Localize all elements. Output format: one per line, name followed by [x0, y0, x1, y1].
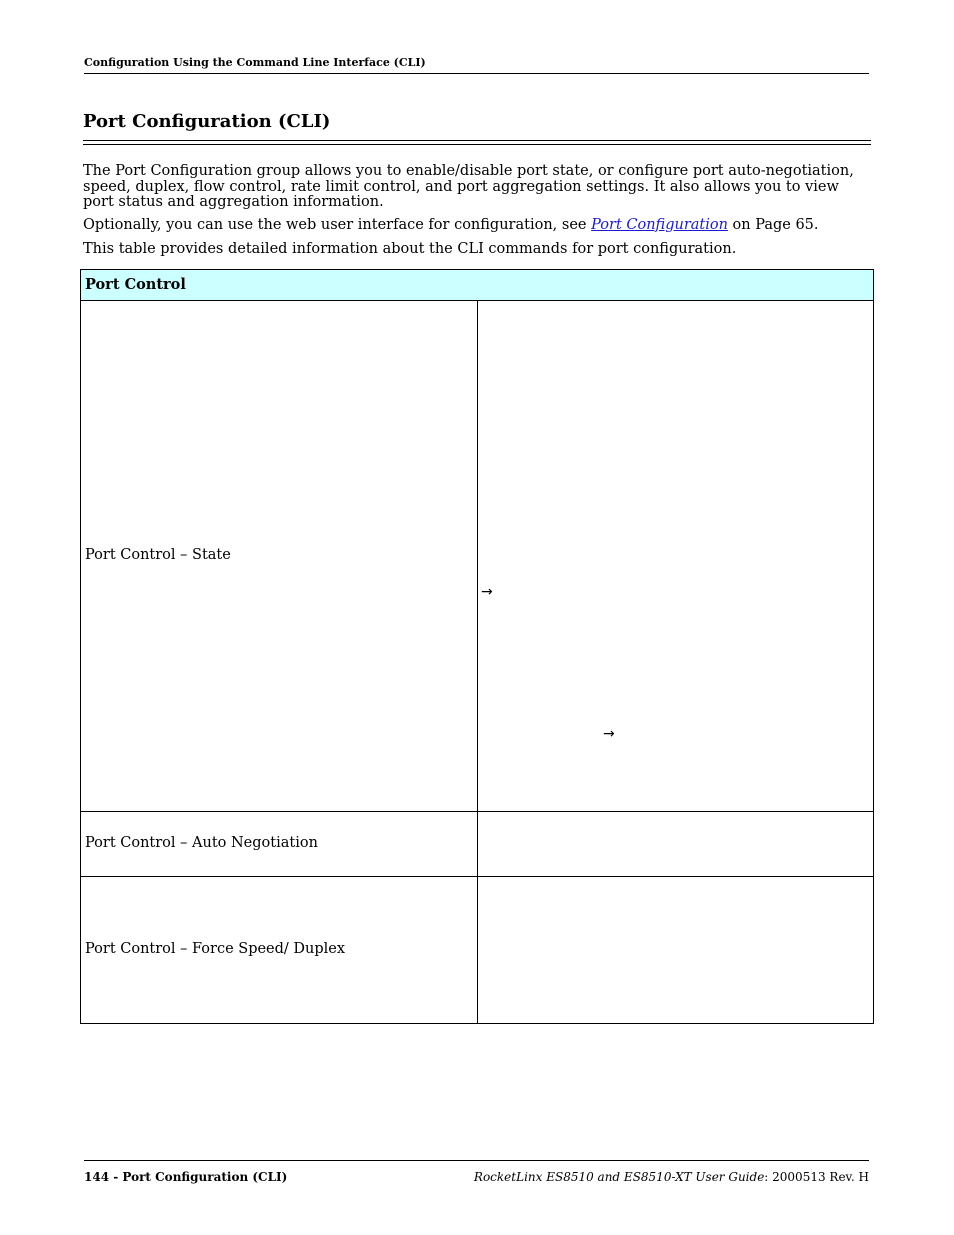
- reference-text-after: on Page 65.: [727, 217, 819, 233]
- row-label-auto-negotiation: Port Control – Auto Negotiation: [81, 812, 478, 877]
- section-title: Port Configuration (CLI): [83, 111, 331, 132]
- row-label-state: Port Control – State: [81, 301, 478, 812]
- web-ui-reference: [83, 218, 863, 234]
- footer-document-info: [474, 1170, 869, 1184]
- table-row: [81, 812, 874, 877]
- footer-revision: : 2000513 Rev. H: [764, 1170, 869, 1184]
- footer-guide-title: RocketLinx ES8510 and ES8510-XT User Guide: [473, 1170, 765, 1184]
- row-content-auto-negotiation: [477, 812, 874, 877]
- footer-rule: [84, 1160, 869, 1161]
- arrow-right-icon: →: [481, 584, 493, 600]
- row-content-force-speed-duplex: [477, 877, 874, 1024]
- row-label-force-speed-duplex: Port Control – Force Speed/ Duplex: [81, 877, 478, 1024]
- arrow-right-icon: →: [603, 726, 615, 742]
- port-configuration-link[interactable]: Port Configuration: [591, 217, 728, 233]
- table-header-cell: Port Control: [81, 270, 874, 301]
- reference-text-before: Optionally, you can use the web user interface for configuration, see: [83, 217, 592, 233]
- intro-paragraph: The Port Configuration group allows you to enable/disable port state, or configure port auto-negotiation, speed, duplex, flow control, rate limit control, and port aggregation settings. It also allows you to view port status and aggregation information.: [83, 163, 854, 210]
- table-header-row: [81, 270, 874, 301]
- header-rule: [84, 73, 869, 74]
- row-content-state: [477, 301, 874, 812]
- running-header: Configuration Using the Command Line Interface (CLI): [84, 56, 426, 69]
- table-row: [81, 301, 874, 812]
- table-row: [81, 877, 874, 1024]
- port-control-table: [80, 269, 874, 1024]
- title-rule: [83, 140, 871, 145]
- footer-page-label: 144 - Port Configuration (CLI): [84, 1170, 288, 1184]
- table-intro: This table provides detailed information about the CLI commands for port configuration.: [83, 241, 737, 257]
